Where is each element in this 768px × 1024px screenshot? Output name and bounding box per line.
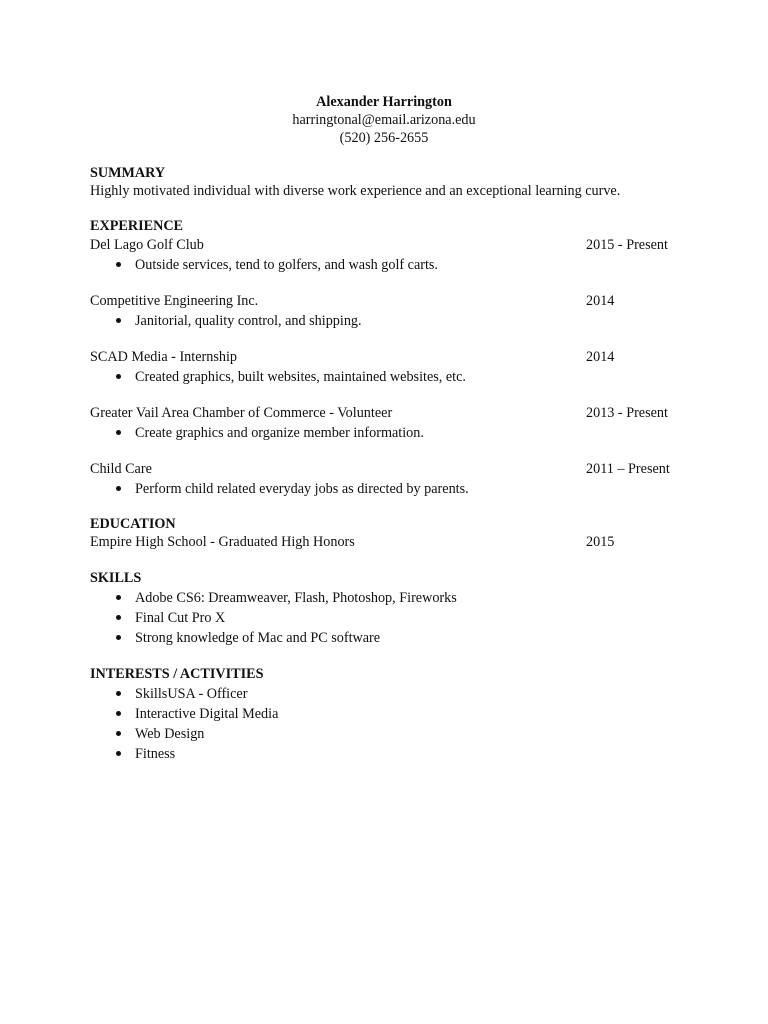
interest-item: Interactive Digital Media xyxy=(135,704,690,724)
section-title-interests: INTERESTS / ACTIVITIES xyxy=(90,666,264,682)
experience-item xyxy=(90,236,690,275)
job-org: SCAD Media - Internship xyxy=(90,349,237,365)
education-year: 2015 xyxy=(586,534,615,550)
experience-item xyxy=(90,404,690,443)
experience-item xyxy=(90,460,690,499)
experience-item xyxy=(90,348,690,387)
job-dates: 2014 xyxy=(586,349,615,365)
summary-text: Highly motivated individual with diverse work experience and an exceptional learning curve. xyxy=(90,183,621,199)
contact-phone: (520) 256-2655 xyxy=(339,130,429,146)
job-org: Greater Vail Area Chamber of Commerce - Volunteer xyxy=(90,405,393,421)
section-title-skills: SKILLS xyxy=(90,570,142,586)
candidate-name: Alexander Harrington xyxy=(316,94,452,110)
job-bullet: Janitorial, quality control, and shipping. xyxy=(135,311,690,331)
job-org: Del Lago Golf Club xyxy=(90,237,204,253)
experience-item xyxy=(90,292,690,331)
section-title-experience: EXPERIENCE xyxy=(90,218,184,234)
resume-header xyxy=(0,93,768,147)
interest-item: Fitness xyxy=(135,744,690,764)
skill-item: Strong knowledge of Mac and PC software xyxy=(135,628,690,648)
section-title-education: EDUCATION xyxy=(90,516,176,532)
job-org: Child Care xyxy=(90,461,152,477)
interest-item: SkillsUSA - Officer xyxy=(135,684,690,704)
education-school: Empire High School - Graduated High Honors xyxy=(90,534,355,550)
job-dates: 2011 – Present xyxy=(586,461,670,477)
job-org: Competitive Engineering Inc. xyxy=(90,293,259,309)
job-dates: 2013 - Present xyxy=(586,405,668,421)
contact-email: harringtonal@email.arizona.edu xyxy=(292,112,476,128)
job-bullet: Create graphics and organize member information. xyxy=(135,423,690,443)
job-bullet: Perform child related everyday jobs as directed by parents. xyxy=(135,479,690,499)
job-bullet: Outside services, tend to golfers, and wash golf carts. xyxy=(135,255,690,275)
skills-section xyxy=(90,569,690,648)
job-dates: 2014 xyxy=(586,293,615,309)
education-section xyxy=(90,515,690,551)
job-bullet: Created graphics, built websites, maintained websites, etc. xyxy=(135,367,690,387)
summary-section xyxy=(90,164,690,200)
skill-item: Adobe CS6: Dreamweaver, Flash, Photoshop, Fireworks xyxy=(135,588,690,608)
interests-section xyxy=(90,665,690,764)
interest-item: Web Design xyxy=(135,724,690,744)
skill-item: Final Cut Pro X xyxy=(135,608,690,628)
experience-section-title xyxy=(90,217,690,235)
job-dates: 2015 - Present xyxy=(586,237,668,253)
section-title-summary: SUMMARY xyxy=(90,165,166,181)
